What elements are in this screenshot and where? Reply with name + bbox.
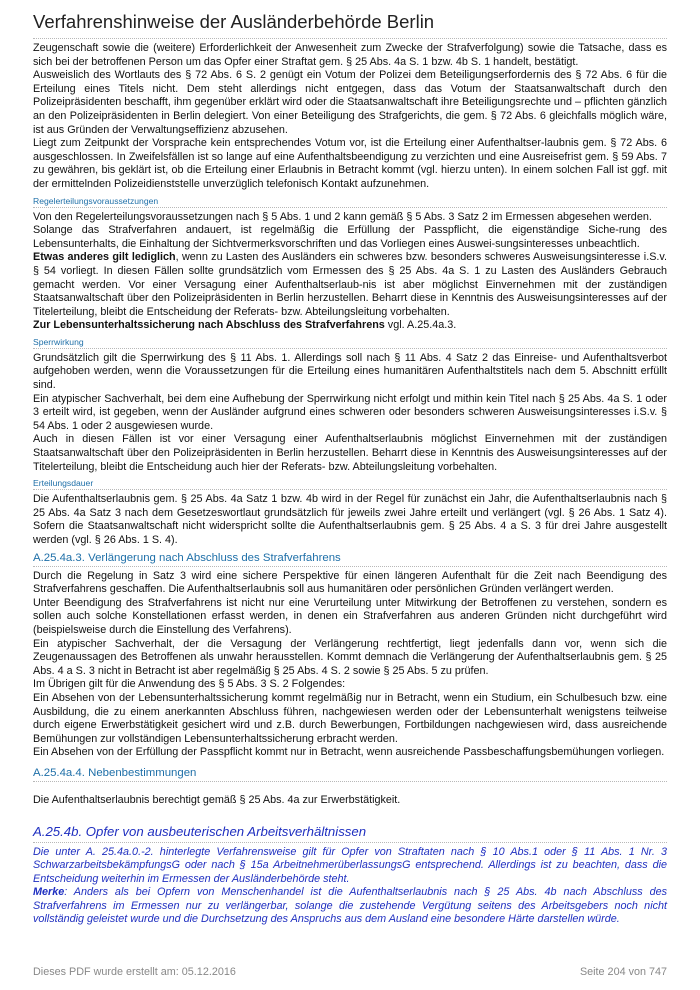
paragraph-text: : Anders als bei Opfern von Menschenhandel ist die Aufenthaltserlaubnis nach § 25 Abs. 4b nach Abschluss des Strafverfahrens im Ermessen nur zu verlängerbar, solange die zustehende Vergütung seitens des Arbeitsgebers noch nicht vollständig geleistet wurde und die Durchsetzung des Anspruchs aus dem Ausland eine besondere Härte darstellen würde. xyxy=(33,886,667,926)
paragraph: Ein atypischer Sachverhalt, der die Versagung der Verlängerung rechtfertigt, liegt jedenfalls dann vor, wenn sich die Zeugenaussagen des Betroffenen als unwahr herausstellen. Kommt demnach die Verlängerung der Aufenthaltserlaubnis gem. § 25 Abs. 4 a S. 3 nicht in Betracht ist aber regelmäßig § 25 Abs. 4 S. 2 sowie § 25 Abs. 5 zu prüfen. xyxy=(33,637,667,677)
section-heading-nebenbestimmungen: A.25.4a.4. Nebenbestimmungen xyxy=(33,766,197,779)
paragraph: Unter Beendigung des Strafverfahrens ist nicht nur eine Verurteilung unter Mitwirkung der Betroffenen zu verstehen, sondern es sollen auch solche Konstellationen erfasst werden, in denen ein Strafverfahren aus anderen Gründen nicht durchgeführt wird (beispielsweise durch die Einstellung des Verfahrens). xyxy=(33,596,667,636)
subheading-sperrwirkung: Sperrwirkung xyxy=(33,336,84,347)
paragraph: Auch in diesen Fällen ist vor einer Versagung einer Aufenthaltserlaubnis möglichst Einvernehmen mit der zuständigen Staatsanwaltschaft über den Polizeipräsidenten in Berlin herzustellen. Beharrt diese in Kenntnis des Ausweisungsinteresses auf der Titelerteilung, bleibt die Entscheidung auch hier der Referats- bzw. Abteilungsleitung vorbehalten. xyxy=(33,433,667,473)
paragraph: Ausweislich des Wortlauts des § 72 Abs. 6 S. 2 genügt ein Votum der Polizei dem Beteiligungserfordernis des § 72 Abs. 6 für die Erteilung eines Titels nicht. Dem steht allerdings nicht entgegen, dass das Votum der Staatsanwaltschaft durch den Polizeipräsidenten beschafft, ihm gegenüber erklärt wird oder die Staatsanwaltschaft ihre Beteiligungsrechte und – pflichten gänzlich an den Polizeipräsidenten in Berlin delegiert. Von einer Beteiligung des Strafgerichts, die gem. § 72 Abs. 6 gleichfalls möglich wäre, ist aus Gründen der Verwaltungseffizienz abzusehen. xyxy=(33,69,667,136)
page-title: Verfahrenshinweise der Ausländerbehörde Berlin xyxy=(33,11,435,32)
bold-lead: Zur Lebensunterhaltssicherung nach Abschluss des Strafverfahrens xyxy=(33,319,385,332)
document-page xyxy=(33,10,667,927)
bold-lead: Etwas anderes gilt lediglich xyxy=(33,251,176,264)
paragraph: Ein Absehen von der Lebensunterhaltssicherung kommt regelmäßig nur in Betracht, wenn ein Studium, ein Schulbesuch bzw. eine Ausbildung, die zu einem anerkannten Abschluss führen, nachgewiesen werden oder der Lebensunterhalt wenigstens teilweise durch eigene Erwerbstätigkeit gesichert wird und z.B. durch Bewerbungen, Fortbildungen nachgewiesen wird, dass ausreichende Bemühungen zur vollständigen Lebensunterhaltssicherung erbracht werden. xyxy=(33,691,667,745)
intro-section xyxy=(33,39,667,192)
paragraph: Die Aufenthaltserlaubnis berechtigt gemäß § 25 Abs. 4a zur Erwerbstätigkeit. xyxy=(33,793,401,806)
paragraph: Ein Absehen von der Erfüllung der Passpflicht kommt nur in Betracht, wenn ausreichende Passbeschaffungsbemühungen vorliegen. xyxy=(33,746,665,759)
paragraph: Die unter A. 25.4a.0.-2. hinterlegte Verfahrensweise gilt für Opfer von Straftaten nach § 10 Abs.1 oder § 11 Abs. 1 Nr. 3 SchwarzarbeitsbekämpfungsG oder nach § 15a ArbeitnehmerüberlassungsG entsprechend. Allerdings ist zu beachten, dass die Entscheidung weiterhin im Ermessen der Ausländerbehörde steht. xyxy=(33,845,667,885)
divider xyxy=(33,781,667,782)
paragraph xyxy=(33,251,667,319)
paragraph xyxy=(33,886,667,927)
section-heading-opfer: A.25.4b. Opfer von ausbeuterischen Arbeitsverhältnissen xyxy=(33,823,367,839)
paragraph xyxy=(33,319,667,333)
page-footer xyxy=(33,966,667,978)
paragraph: Im Übrigen gilt für die Anwendung des § 5 Abs. 3 S. 2 Folgendes: xyxy=(33,678,346,691)
paragraph: Von den Regelerteilungsvoraussetzungen nach § 5 Abs. 1 und 2 kann gemäß § 5 Abs. 3 Satz 2 im Ermessen abgesehen werden. xyxy=(33,210,652,223)
subheading-erteilungsdauer: Erteilungsdauer xyxy=(33,478,94,489)
sperr-section xyxy=(33,349,667,474)
verlaengerung-section xyxy=(33,567,667,760)
paragraph-text: vgl. A.25.4a.3. xyxy=(384,319,457,332)
paragraph-text: , wenn zu Lasten des Ausländers ein schweres bzw. besonders schweres Ausweisungsinteresse i.S.v. § 54 vorliegt. In diesen Fällen sollte grundsätzlich vom Ermessen des § 25 Abs. 4a S. 1 zu Lasten des Ausländers Gebrauch gemacht werden. Vor einer Versagung einer Aufenthaltserlaub-nis ist aber möglichst Einvernehmen mit der zuständigen Staatsanwaltschaft über den Polizeipräsidenten in Berlin herzustellen. Beharrt diese in Kenntnis des Ausweisungsinteresses auf der Titelerteilung, bleibt die Entscheidung der Referats- bzw. Abteilungsleitung vorbehalten. xyxy=(33,251,667,318)
nebenbestimmungen-section xyxy=(33,791,667,808)
footer-created-date: Dieses PDF wurde erstellt am: 05.12.2016 xyxy=(33,966,236,978)
dauer-section xyxy=(33,490,667,547)
paragraph: Ein atypischer Sachverhalt, bei dem eine Aufhebung der Sperrwirkung nicht erfolgt und mithin kein Titel nach § 25 Abs. 4a S. 1 oder 3 erteilt wird, ist gegeben, wenn der Ausländer aufgrund eines schweren oder besonders schweren Ausweisungsinteresses i.S.v. § 54 Abs. 1 oder 2 ausgewiesen wurde. xyxy=(33,392,667,432)
paragraph: Solange das Strafverfahren andauert, ist regelmäßig die Erfüllung der Passpflicht, die eigenständige Siche-rung des Lebensunterhalts, die Einhaltung der Sichtvermerksvorschriften und das Vorliegen eines Auswei-sungsinteresses unbeachtlich. xyxy=(33,224,667,250)
section-heading-verlaengerung: A.25.4a.3. Verlängerung nach Abschluss des Strafverfahrens xyxy=(33,551,341,564)
regel-section xyxy=(33,208,667,333)
opfer-section xyxy=(33,843,667,928)
footer-page-number: Seite 204 von 747 xyxy=(579,966,667,978)
paragraph: Zeugenschaft sowie die (weitere) Erforderlichkeit der Anwesenheit zum Zwecke der Strafverfolgung) sowie die Tatsache, dass es sich bei der betroffenen Person um das Opfer einer Straftat gem. § 25 Abs. 4a S. 1 bzw. 4b S. 1 handelt, bestätigt. xyxy=(33,42,667,68)
paragraph: Liegt zum Zeitpunkt der Vorsprache kein entsprechendes Votum vor, ist die Erteilung einer Aufenthaltser-laubnis gem. § 72 Abs. 6 ausgeschlossen. In Zweifelsfällen ist so lange auf eine Aufenthaltsbeendigung zu verzichten und eine Ausreisefrist gem. § 59 Abs. 7 zu gewähren, bis geklärt ist, ob die Erteilung einer Erlaubnis in Betracht kommt (vgl. hierzu unten). In einem solchen Fall ist ggf. mit der ermittelnden Polizeidienststelle unverzüglich telefonisch Kontakt aufzunehmen. xyxy=(33,137,667,190)
bold-lead: Merke xyxy=(33,886,65,899)
paragraph: Durch die Regelung in Satz 3 wird eine sichere Perspektive für einen längeren Aufenthalt für die Zeit nach Beendigung des Strafverfahrens geschaffen. Die Aufenthaltserlaubnis soll aus humanitären oder persönlichen Gründen verlängert werden. xyxy=(33,569,667,596)
subheading-regelerteilung: Regelerteilungsvoraussetzungen xyxy=(33,195,159,206)
paragraph: Grundsätzlich gilt die Sperrwirkung des § 11 Abs. 1. Allerdings soll nach § 11 Abs. 4 Satz 2 das Einreise- und Aufenthaltsverbot aufgehoben werden, wenn die Voraussetzungen für die Erteilung eines humanitären Aufenthaltstitels nach dem 5. Abschnitt erfüllt sind. xyxy=(33,351,667,392)
paragraph: Die Aufenthaltserlaubnis gem. § 25 Abs. 4a Satz 1 bzw. 4b wird in der Regel für zunächst ein Jahr, die Aufenthaltserlaubnis nach § 25 Abs. 4a Satz 3 nach dem Gesetzeswortlaut grundsätzlich für jeweils zwei Jahre erteilt und verlängert (vgl. § 26 Abs. 1 Satz 4). Sofern die Staatsanwaltschaft nicht widerspricht sollte die Aufenthaltserlaubnis gem. § 25 Abs. 4 a S. 3 für drei Jahre ausgestellt werden (vgl. § 26 Abs. 1 S. 4). xyxy=(33,493,667,546)
